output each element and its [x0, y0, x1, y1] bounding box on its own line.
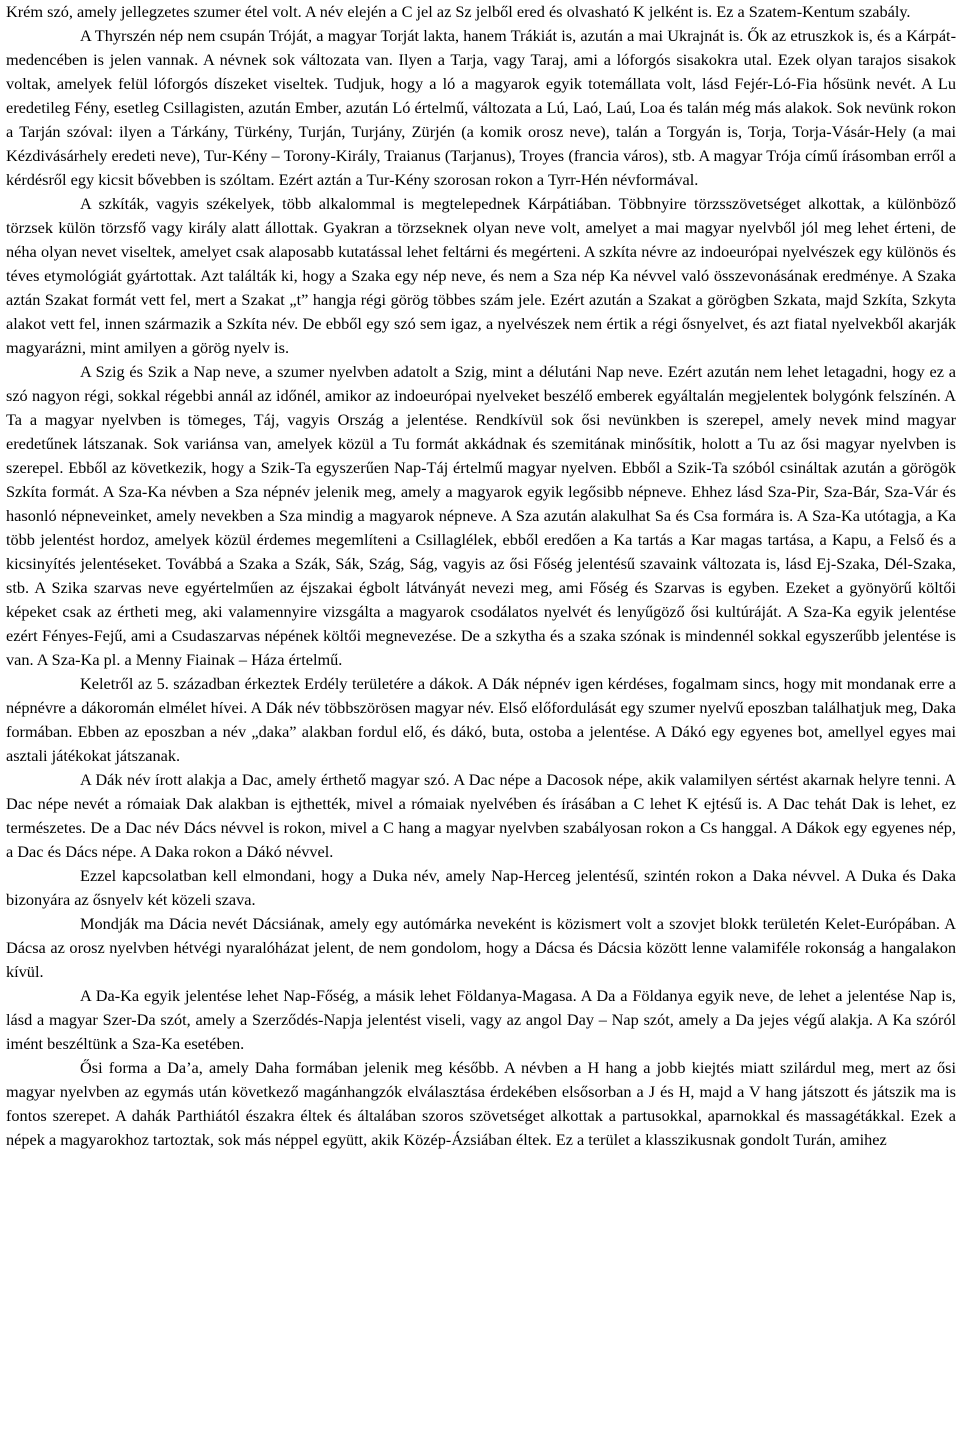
- paragraph-duka: Ezzel kapcsolatban kell elmondani, hogy a Duka név, amely Nap-Herceg jelentésű, szintén rokon a Daka névvel. A Duka és Daka bizonyára az ősnyelv két közeli szava.: [6, 866, 956, 909]
- paragraph-da-ka: A Da-Ka egyik jelentése lehet Nap-Főség, a másik lehet Földanya-Magasa. A Da a Földanya egyik neve, de lehet a jelentése Nap is, lásd a magyar Szer-Da szót, amely a Szerződés-Napja jelentést viseli, vagy az angol Day – Nap szót, amely a Da jejes végű alakja. A Ka szóról imént beszéltünk a Sza-Ka esetében.: [6, 986, 956, 1053]
- paragraph-krem-szo: Krém szó, amely jellegzetes szumer étel volt. A név elején a C jel az Sz jelből ered és olvasható K jelként is. Ez a Szatem-Kentum szabály.: [6, 2, 911, 21]
- paragraph-szkitak: A szkíták, vagyis székelyek, több alkalommal is megtelepednek Kárpátiában. Többnyire törzsszövetséget alkottak, a különböző törzsek külön törzsfő vagy király alatt állottak. Gyakran a törzseknek olyan neve volt, amelyet a mai magyar nyelvből jól meg lehet érteni, de néha olyan nevet viseltek, amelyet csak alaposabb kutatással lehet feltárni és megérteni. A szkíta névre az indoeurópai nyelvészek egy különös és téves etymológiát gyártottak. Azt találták ki, hogy a Szaka egy nép neve, és nem a Sza nép Ka névvel való összevonásának eredménye. A Szaka aztán Szakat formát vett fel, mert a Szakat „t” hangja régi görög többes szám jele. Ezért azután a Szakat a görögben Szkata, majd Szkíta, Szkyta alakot vett fel, innen származik a Szkíta név. De ebből egy szó sem igaz, a nyelvészek nem értik a régi ősnyelvet, és azt fiatal nyelvekből akarják magyarázni, mint amilyen a görög nyelv is.: [6, 194, 956, 357]
- paragraph-daha: Ősi forma a Da’a, amely Daha formában jelenik meg később. A névben a H hang a jobb kiejtés miatt szilárdul meg, mert az ősi magyar nyelvben az egymás után következő magánhangzók elválasztása érdekében elsősorban a J és H, majd a V hang játszott és játszik ma is fontos szerepet. A dahák Parthiától északra éltek és általában szoros szövetséget alkottak a partusokkal, aparnokkal és massagétákkal. Ezek a népek a magyarokhoz tartoztak, sok más néppel együtt, akik Közép-Ázsiában éltek. Ez a terület a klasszikusnak gondolt Turán, amihez: [6, 1058, 956, 1149]
- paragraph-szig-szik: A Szig és Szik a Nap neve, a szumer nyelvben adatolt a Szig, mint a délutáni Nap neve. Ezért azután nem lehet letagadni, hogy ez a szó nagyon régi, sokkal régebbi annál az időnél, amikor az indoeurópai nyelveket beszélő emberek egyáltalán megjelentek bolygónk felszínén. A Ta a magyar nyelvben is tömeges, Táj, vagyis Ország a jelentése. Rendkívül sok ősi nevünkben is szerepel, amely nevek mind magyar eredetűnek látszanak. Sok variánsa van, amelyek közül a Tu formát akkádnak és szemitának minősítik, holott a Tu az ősi magyar nyelvben is szerepel. Ebből az következik, hogy a Szik-Ta egyszerűen Nap-Táj értelmű magyar nyelven. Ebből a Szik-Ta szóból csináltak azután a görögök Szkíta formát. A Sza-Ka névben a Sza népnév jelenik meg, amely a magyarok egyik legősibb népneve. Ehhez lásd Sza-Pir, Sza-Bár, Sza-Vár és hasonló népneveinket, amely nevekben a Sza mindig a magyarok népneve. A Sza azután alakulhat Sa és Csa formára is. A Sza-Ka utótagja, a Ka több jelentést hordoz, amelyek közül érdemes megemlíteni a Csillaglélek, ebből eredően a Ka tartás a Kar magas tartása, a Kapu, a Felső és a kicsinyítés jelentéseket. Továbbá a Szaka a Szák, Sák, Szág, Ság, vagyis az ősi Főség jelentésű szavaink változata is, lásd Ej-Szaka, Dél-Szaka, stb. A Szika szarvas neve egyértelműen az éjszakai égbolt látványát nevezi meg, ami Főség és Szarvas is egyben. Ezeket a gyönyörű költői képeket csak az értheti meg, aki valamennyire vizsgálta a magyarok csodálatos nyelvét és lenyűgöző ősi kultúráját. A Sza-Ka egyik jelentése ezért Fényes-Fejű, ami a Csudaszarvas népének költői megnevezése. De a szkytha és a szaka szónak is mindennél sokkal egyszerűbb jelentése is van. A Sza-Ka pl. a Menny Fiainak – Háza értelmű.: [6, 362, 956, 669]
- paragraph-dac: A Dák név írott alakja a Dac, amely érthető magyar szó. A Dac népe a Dacosok népe, akik valamilyen sértést akarnak helyre tenni. A Dac népe nevét a rómaiak Dak alakban is ejthették, mivel a rómaiak nyelvében és írásában a C lehet K ejtésű is. A Dac tehát Dak is lehet, ez természetes. De a Dac név Dács névvel is rokon, mivel a C hang a magyar nyelvben szabályosan rokon a Cs hanggal. A Dákok egy egyenes nép, a Dac és Dács népe. A Daka rokon a Dákó névvel.: [6, 770, 956, 861]
- paragraph-thyrszen-nep: A Thyrszén nép nem csupán Tróját, a magyar Torját lakta, hanem Trákiát is, azután a mai Ukrajnát is. Ők az etruszkok is, és a Kárpát-medencében is jelen vannak. A névnek sok változata van. Ilyen a Tarja, vagy Taraj, ami a lóforgós sisakokra utal. Ezek olyan tarajos sisakok voltak, amelyek felül lóforgós díszeket viseltek. Tudjuk, hogy a ló a magyarok egyik totemállata volt, lásd Fejér-Ló-Fia hősünk nevét. A Lu eredetileg Fény, esetleg Csillagisten, azután Ember, azután Ló értelmű, változata a Lú, Laó, Laú, Loa és talán még más alakok. Sok nevünk rokon a Tarján szóval: ilyen a Tárkány, Türkény, Turján, Turjány, Zürjén (a komik orosz neve), talán a Torgyán is, Torja, Torja-Vásár-Hely (a mai Kézdivásárhely eredeti neve), Tur-Kény – Torony-Király, Traianus (Tarjanus), Troyes (francia város), stb. A magyar Trója című írásomban erről a kérdésről egy kicsit bővebben is szóltam. Ezért aztán a Tur-Kény szorosan rokon a Tyrr-Hén névformával.: [6, 26, 956, 189]
- paragraph-dakok: Keletről az 5. században érkeztek Erdély területére a dákok. A Dák népnév igen kérdéses, fogalmam sincs, hogy mit mondanak erre a népnévre a dákoromán elmélet hívei. A Dák név többszörösen magyar név. Első előfordulását egy szumer nyelvű eposzban találhatjuk meg, Daka formában. Ebben az eposzban a név „daka” alakban fordul elő, és dákó, buta, ostoba a jelentése. A Dákó egy egyenes bot, amellyel egyes mai asztali játékokat játszanak.: [6, 674, 956, 765]
- paragraph-dacia: Mondják ma Dácia nevét Dácsiának, amely egy autómárka neveként is közismert volt a szovjet blokk területén Kelet-Európában. A Dácsa az orosz nyelvben hétvégi nyaralóházat jelent, de nem gondolom, hogy a Dácsa és Dácsia között lenne valamiféle rokonság a hangalakon kívül.: [6, 914, 956, 981]
